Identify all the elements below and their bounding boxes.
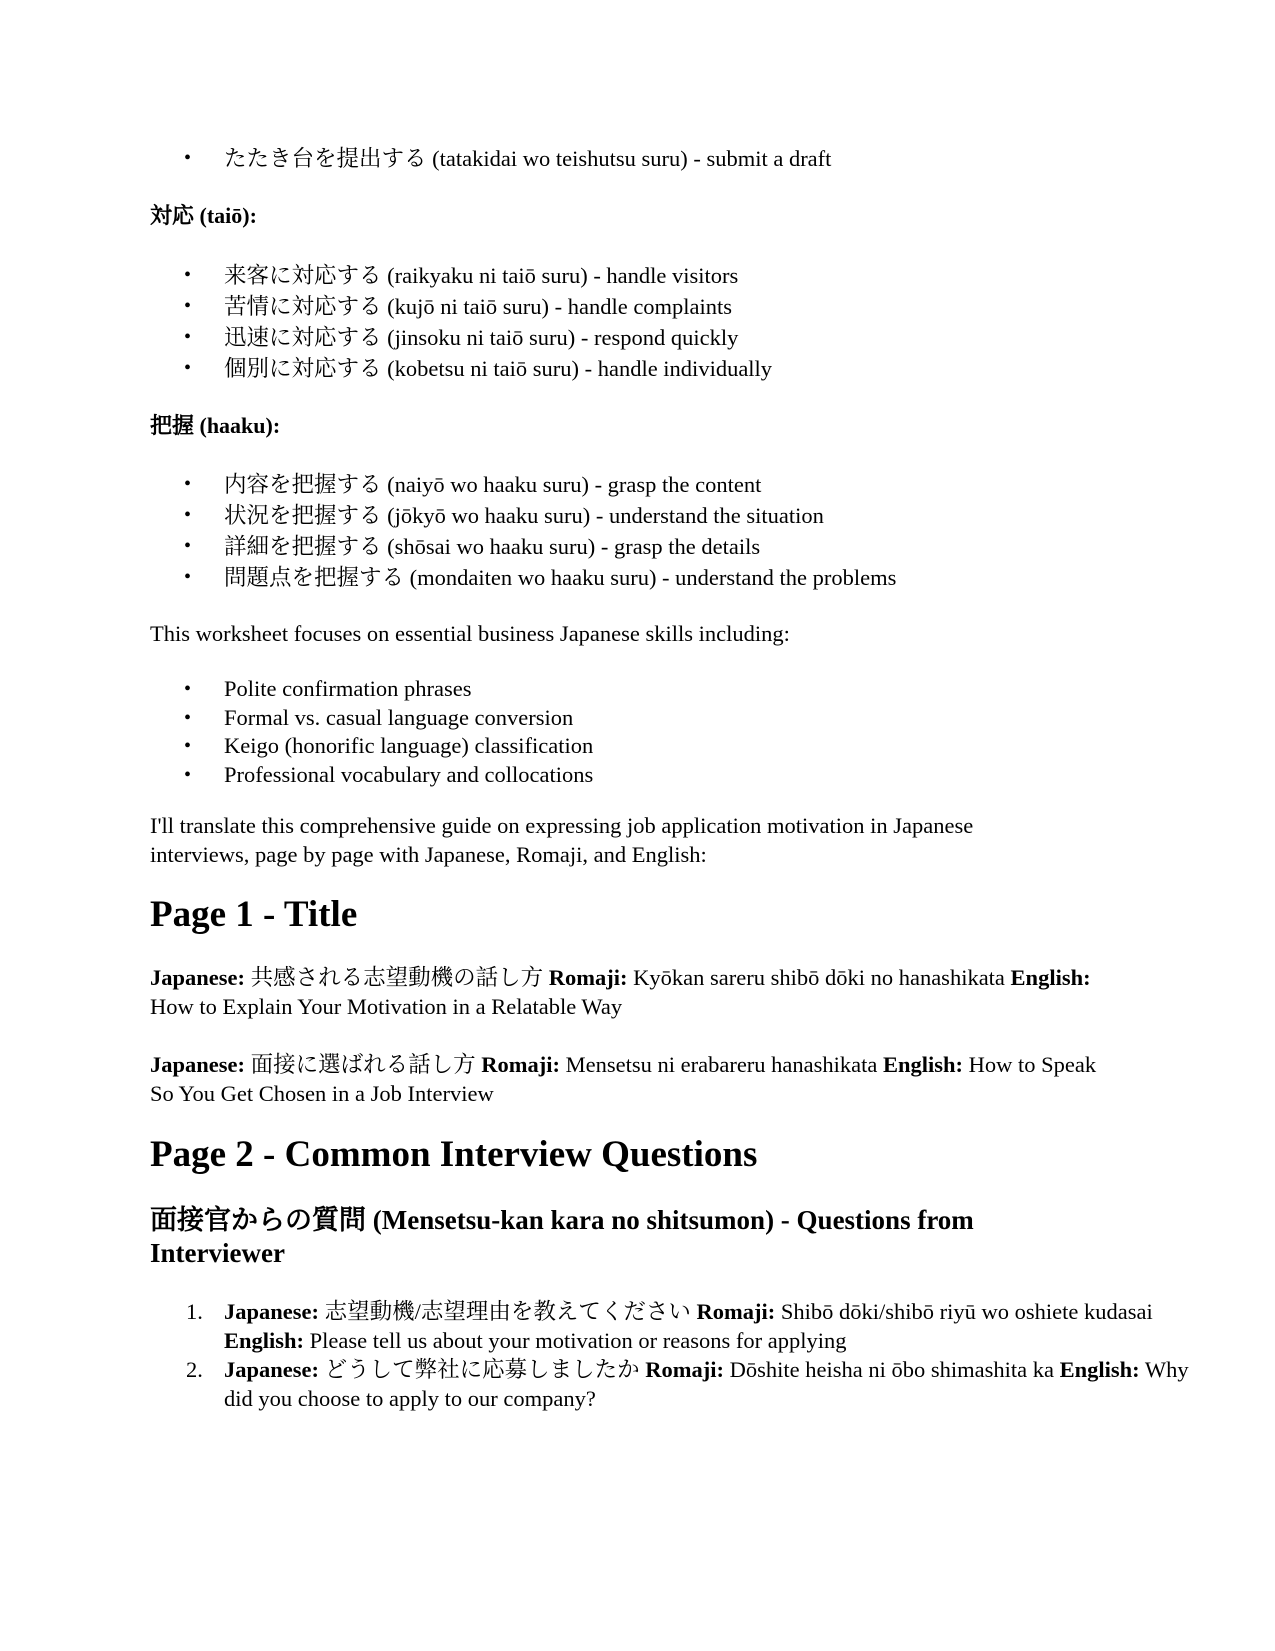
translate-intro: I'll translate this comprehensive guide on expressing job application motivation in Japanese interviews, page by page with Japanese, Romaji, and English: — [150, 813, 974, 867]
english-text: Why did you choose to apply to our company? — [224, 1357, 1189, 1411]
list-item: • 迅速に対応する (jinsoku ni taiō suru) - respond quickly — [224, 322, 1199, 353]
english-text: Please tell us about your motivation or reasons for applying — [309, 1328, 847, 1353]
list-item: • 状況を把握する (jōkyō wo haaku suru) - understand the situation — [224, 500, 1199, 531]
page1-entry-1 — [150, 963, 1125, 1021]
list-item: • 内容を把握する (naiyō wo haaku suru) - grasp the content — [224, 469, 1199, 500]
list-item: • 詳細を把握する (shōsai wo haaku suru) - grasp the details — [224, 531, 1199, 562]
romaji-label: Romaji: — [645, 1357, 724, 1382]
japanese-text: 面接に選ばれる話し方 — [250, 1052, 476, 1077]
romaji-label: Romaji: — [481, 1052, 560, 1077]
list-item: • Professional vocabulary and collocations — [224, 761, 1199, 790]
japanese-label: Japanese: — [150, 965, 245, 990]
draft-list — [150, 143, 1199, 174]
taio-heading: 対応 (taiō): — [150, 203, 257, 228]
haaku-heading: 把握 (haaku): — [150, 413, 281, 438]
romaji-text: Shibō dōki/shibō riyū wo oshiete kudasai — [780, 1299, 1153, 1324]
page1-entry-2 — [150, 1050, 1125, 1108]
english-label: English: — [883, 1052, 964, 1077]
list-item: • Formal vs. casual language conversion — [224, 704, 1199, 733]
haaku-list — [150, 469, 1199, 593]
page2-subtitle: 面接官からの質問 (Mensetsu-kan kara no shitsumon) - Questions from Interviewer — [150, 1205, 974, 1268]
romaji-text: Dōshite heisha ni ōbo shimashita ka — [729, 1357, 1054, 1382]
list-item: • 苦情に対応する (kujō ni taiō suru) - handle complaints — [224, 291, 1199, 322]
page2-title: Page 2 - Common Interview Questions — [150, 1134, 758, 1175]
list-item: • 個別に対応する (kobetsu ni taiō suru) - handle individually — [224, 353, 1199, 384]
summary-intro: This worksheet focuses on essential business Japanese skills including: — [150, 621, 790, 646]
japanese-text: どうして弊社に応募しましたか — [324, 1357, 640, 1382]
question-item — [186, 1297, 1204, 1355]
list-item: • Polite confirmation phrases — [224, 675, 1199, 704]
japanese-label: Japanese: — [224, 1299, 319, 1324]
question-item — [186, 1355, 1204, 1413]
japanese-text: 志望動機/志望理由を教えてください — [324, 1299, 691, 1324]
question-number: 2. — [186, 1357, 203, 1382]
romaji-label: Romaji: — [696, 1299, 776, 1324]
list-item: • 来客に対応する (raikyaku ni taiō suru) - handle visitors — [224, 260, 1199, 291]
english-label: English: — [1059, 1357, 1140, 1382]
english-label: English: — [224, 1328, 305, 1353]
summary-list — [150, 675, 1199, 789]
list-item: • Keigo (honorific language) classification — [224, 732, 1199, 761]
english-text: How to Speak So You Get Chosen in a Job Interview — [150, 1052, 1097, 1106]
taio-list — [150, 260, 1199, 384]
romaji-label: Romaji: — [548, 965, 628, 990]
page1-title: Page 1 - Title — [150, 894, 358, 935]
japanese-label: Japanese: — [224, 1357, 319, 1382]
english-label: English: — [1010, 965, 1091, 990]
english-text: How to Explain Your Motivation in a Relatable Way — [150, 994, 623, 1019]
question-number: 1. — [186, 1299, 203, 1324]
romaji-text: Kyōkan sareru shibō dōki no hanashikata — [633, 965, 1005, 990]
japanese-text: 共感される志望動機の話し方 — [250, 965, 544, 990]
japanese-label: Japanese: — [150, 1052, 245, 1077]
romaji-text: Mensetsu ni erabareru hanashikata — [565, 1052, 878, 1077]
questions-list — [150, 1297, 1204, 1413]
list-item: • 問題点を把握する (mondaiten wo haaku suru) - understand the problems — [224, 562, 1199, 593]
list-item: • たたき台を提出する (tatakidai wo teishutsu suru) - submit a draft — [224, 143, 1199, 174]
